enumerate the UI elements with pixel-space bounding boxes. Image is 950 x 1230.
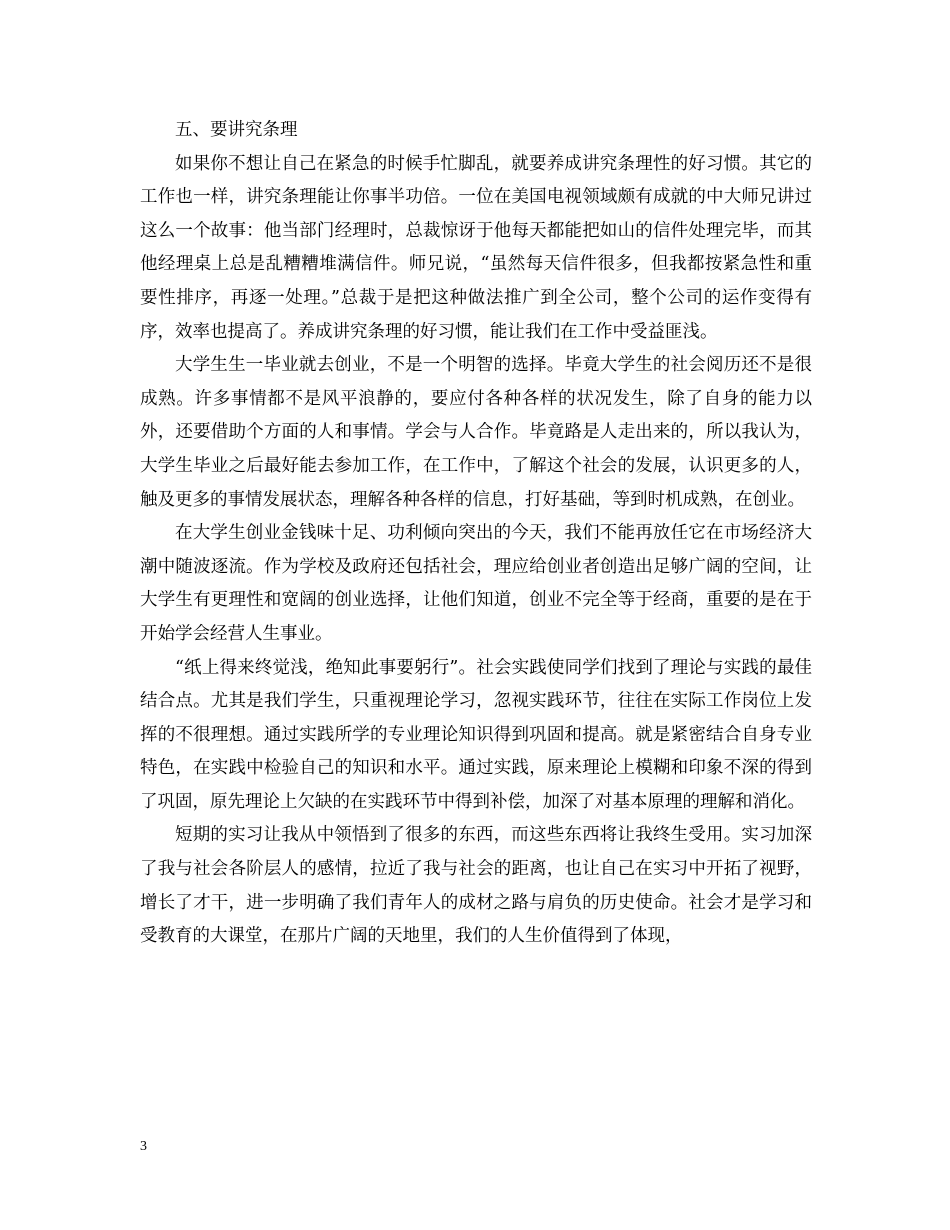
paragraph-4: “纸上得来终觉浅，绝知此事要躬行”。社会实践使同学们找到了理论与实践的最佳结合点。尤其是我们学生，只重视理论学习，忽视实践环节，往往在实际工作岗位上发挥的不很理想。通过实践所学的专业理论知识得到巩固和提高。就是紧密结合自身专业特色，在实践中检验自己的知识和水平。通过实践，原来理论上模糊和印象不深的得到了巩固，原先理论上欠缺的在实践环节中得到补偿，加深了对基本原理的理解和消化。: [140, 657, 812, 812]
page-number: 3: [140, 1139, 147, 1154]
paragraph-2: 大学生生一毕业就去创业，不是一个明智的选择。毕竟大学生的社会阅历还不是很成熟。许多事情都不是风平浪静的，要应付各种各样的状况发生，除了自身的能力以外，还要借助个方面的人和事情。学会与人合作。毕竟路是人走出来的，所以我认为，大学生毕业之后最好能去参加工作，在工作中，了解这个社会的发展，认识更多的人，触及更多的事情发展状态，理解各种各样的信息，打好基础，等到时机成熟，在创业。: [140, 355, 812, 510]
paragraph-1: 如果你不想让自己在紧急的时候手忙脚乱，就要养成讲究条理性的好习惯。其它的工作也一样，讲究条理能让你事半功倍。一位在美国电视领域颇有成就的中大师兄讲过这么一个故事：他当部门经理时，总裁惊讶于他每天都能把如山的信件处理完毕，而其他经理桌上总是乱糟糟堆满信件。师兄说，“虽然每天信件很多，但我都按紧急性和重要性排序，再逐一处理。”总裁于是把这种做法推广到全公司，整个公司的运作变得有序，效率也提高了。养成讲究条理的好习惯，能让我们在工作中受益匪浅。: [140, 153, 812, 342]
paragraph-3: 在大学生创业金钱味十足、功利倾向突出的今天，我们不能再放任它在市场经济大潮中随波逐流。作为学校及政府还包括社会，理应给创业者创造出足够广阔的空间，让大学生有更理性和宽阔的创业选择，让他们知道，创业不完全等于经商，重要的是在于开始学会经营人生事业。: [140, 523, 812, 644]
section-heading: 五、要讲究条理: [175, 120, 298, 140]
paragraph-5: 短期的实习让我从中领悟到了很多的东西，而这些东西将让我终生受用。实习加深了我与社会各阶层人的感情，拉近了我与社会的距离，也让自己在实习中开拓了视野，增长了才干，进一步明确了我们青年人的成材之路与肩负的历史使命。社会才是学习和受教育的大课堂，在那片广阔的天地里，我们的人生价值得到了体现，: [140, 825, 812, 947]
document-body: [140, 114, 812, 954]
